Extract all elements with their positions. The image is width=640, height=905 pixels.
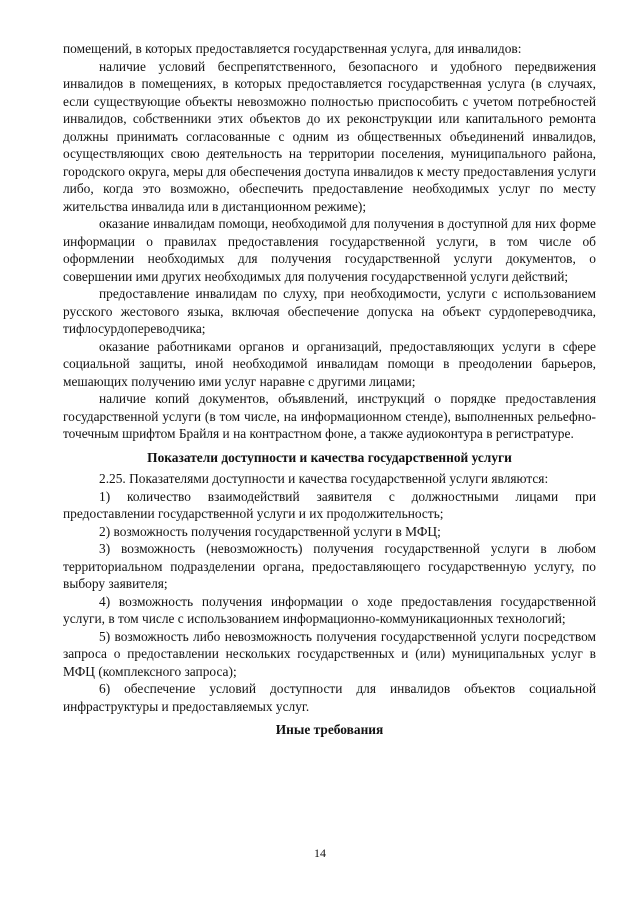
paragraph-braille: наличие копий документов, объявлений, инструкций о порядке предоставления государственной услуги (в том числе, на информационном стенде), выполненных рельефно-точечным шрифтом Брайля и на контрастном фоне, а также аудиоконтура в регистратуре. bbox=[63, 391, 596, 441]
paragraph-barrier-free: наличие условий беспрепятственного, безопасного и удобного передвижения инвалидов в помещениях, в которых предоставляется государственная услуга (в случаях, если существующие объекты невозможно полностью приспособить с учетом потребностей инвалидов, собственники этих объектов до их реконструкции или капитального ремонта должны принимать согласованные с одним из общественных объединений инвалидов, осуществляющих свою деятельность на территории поселения, муниципального района, городского округа, меры для обеспечения доступа инвалидов к месту предоставления услуги либо, когда это возможно, обеспечить предоставление необходимых услуг по месту жительства инвалида или в дистанционном режиме); bbox=[63, 58, 596, 214]
document-page bbox=[63, 40, 596, 743]
list-item-4: 4) возможность получения информации о ходе предоставления государственной услуги, в том числе с использованием информационно-коммуникационных технологий; bbox=[63, 593, 596, 626]
list-item-3: 3) возможность (невозможность) получения государственной услуги в любом территориальном подразделении органа, предоставляющего государственную услугу, по выбору заявителя; bbox=[63, 541, 596, 591]
list-item-1: 1) количество взаимодействий заявителя с должностными лицами при предоставлении государственной услуги и их продолжительность; bbox=[63, 488, 596, 521]
paragraph-2-25: 2.25. Показателями доступности и качества государственной услуги являются: bbox=[99, 471, 549, 486]
paragraph-assistance: оказание инвалидам помощи, необходимой для получения в доступной для них форме информации о правилах предоставления государственной услуги, в том числе об оформлении необходимых для получения государственной услуги документов, о совершении ими других необходимых для получения государственной услуги действий; bbox=[63, 216, 596, 284]
list-item-2: 2) возможность получения государственной услуги в МФЦ; bbox=[99, 523, 441, 539]
list-item-6: 6) обеспечение условий доступности для инвалидов объектов социальной инфраструктуры и предоставляемых услуг. bbox=[63, 681, 596, 714]
list-item-5: 5) возможность либо невозможность получения государственной услуги посредством запроса о предоставлении нескольких государственных и (или) муниципальных услуг в МФЦ (комплексного запроса); bbox=[63, 628, 596, 679]
page-number: 14 bbox=[314, 846, 326, 860]
paragraph-sign-language: предоставление инвалидам по слуху, при необходимости, услуги с использованием русского жестового языка, включая обеспечение допуска на объект сурдопереводчика, тифлосурдопереводчика; bbox=[63, 286, 596, 336]
section-heading-indicators: Показатели доступности и качества государственной услуги bbox=[147, 449, 512, 465]
paragraph-premises: помещений, в которых предоставляется государственная услуга, для инвалидов: bbox=[63, 41, 522, 56]
paragraph-staff-help: оказание работниками органов и организаций, предоставляющих услуги в сфере социальной защиты, иной необходимой инвалидам помощи в преодолении барьеров, мешающих получению ими услуг наравне с другими лицами; bbox=[63, 338, 596, 389]
section-heading-other: Иные требования bbox=[275, 722, 384, 737]
